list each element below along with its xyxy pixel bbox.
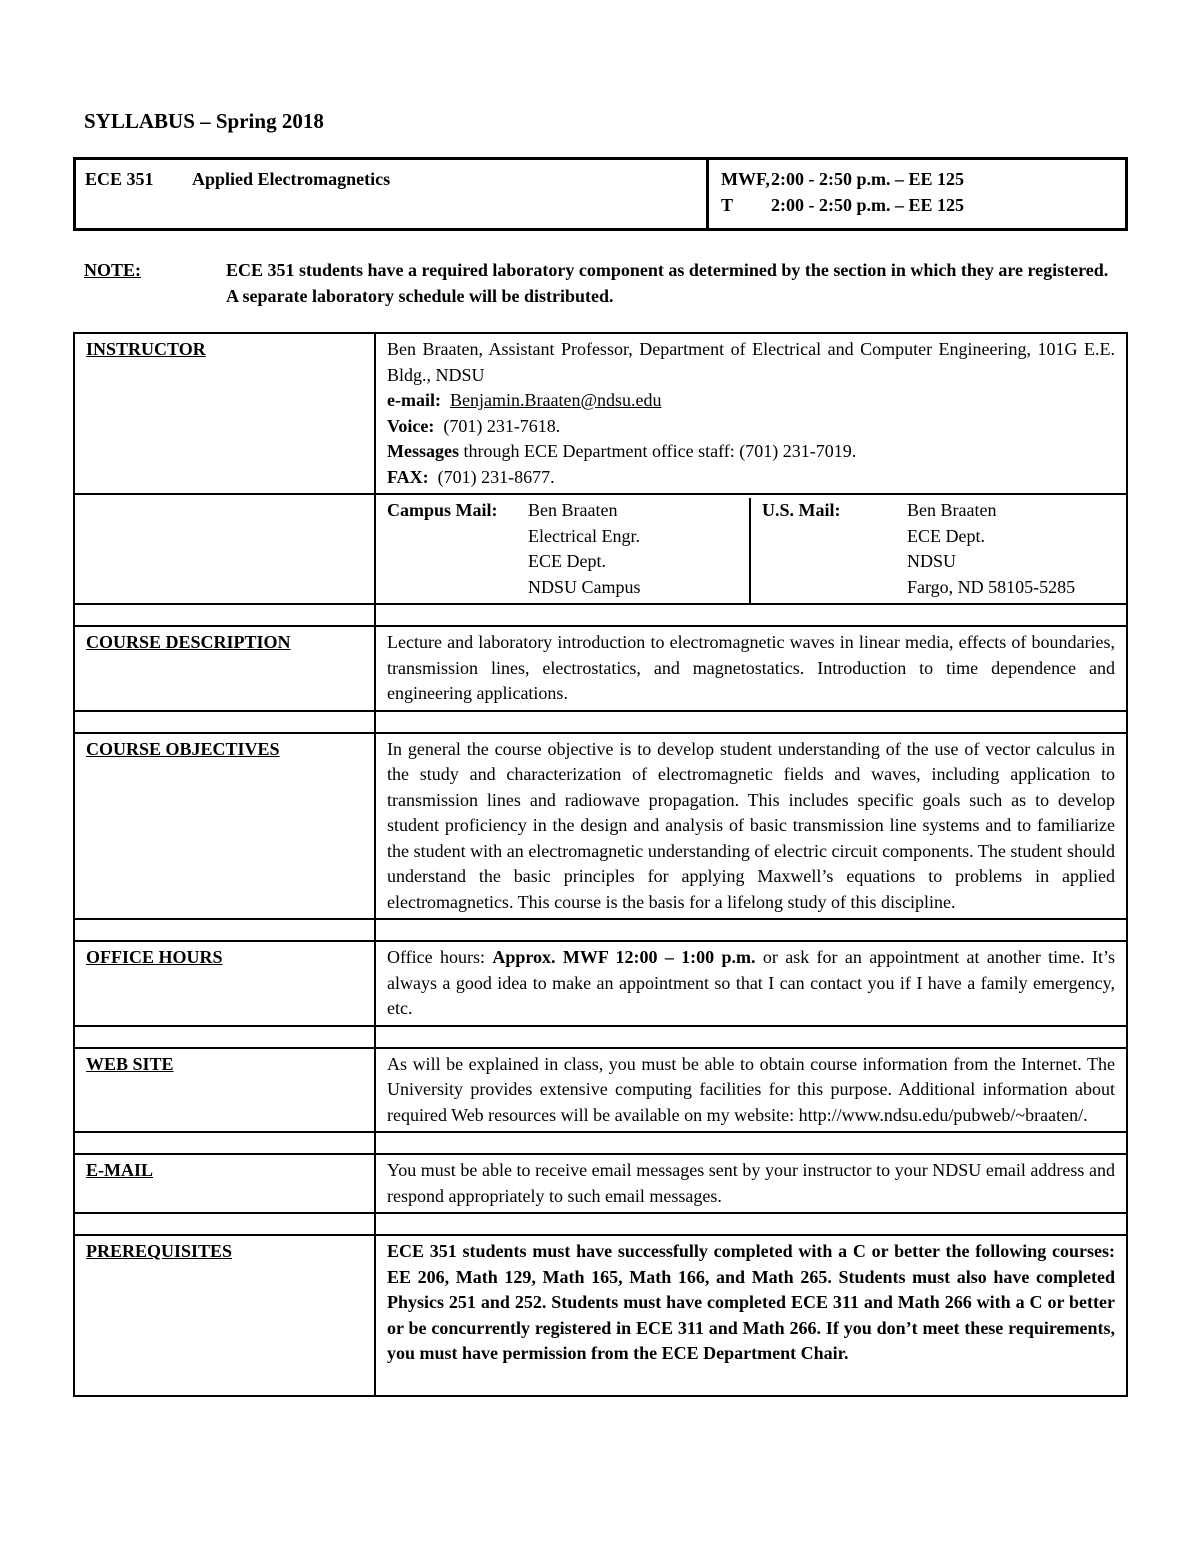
schedule-line-mwf	[721, 167, 964, 193]
spacer-row	[74, 1132, 1127, 1154]
fax-number: (701) 231-8677.	[437, 466, 555, 487]
address-line: Ben Braaten	[528, 500, 618, 520]
lab-note	[84, 258, 1114, 309]
course-description-row	[74, 626, 1127, 711]
instructor-info	[375, 333, 1127, 494]
course-description-text: Lecture and laboratory introduction to electromagnetic waves in linear media, effects of boundaries, transmission lines, electrostatics, and magnetostatics. Introduction to time dependence and engineering applications.	[375, 626, 1127, 711]
instructor-row	[74, 333, 1127, 494]
spacer-row	[74, 919, 1127, 941]
mail-cell	[375, 494, 1127, 604]
office-hours-prefix: Office hours:	[387, 947, 493, 967]
note-text: ECE 351 students have a required laboratory component as determined by the section in which they are registered. A separate laboratory schedule will be distributed.	[226, 260, 1109, 306]
note-label: NOTE:	[84, 260, 142, 280]
address-line: ECE Dept.	[528, 551, 606, 571]
messages-text: through ECE Department office staff: (701) 231-7019.	[463, 441, 857, 461]
instructor-fax-line	[387, 465, 1115, 491]
schedule-time: 2:00 - 2:50 p.m. – EE 125	[771, 194, 964, 215]
page-title: SYLLABUS – Spring 2018	[84, 109, 324, 133]
us-mail	[751, 498, 1126, 603]
course-description-label: COURSE DESCRIPTION	[74, 626, 375, 711]
course-objectives-row	[74, 733, 1127, 920]
web-site-text: As will be explained in class, you must be able to obtain course information from the Internet. The University provides extensive computing facilities for this purpose. Additional information about required Web resources will be available on my website: http://www.ndsu.edu/pubweb/~braaten/.	[375, 1048, 1127, 1133]
office-hours-text	[375, 941, 1127, 1026]
address-line: NDSU	[907, 551, 957, 571]
syllabus-table	[73, 332, 1128, 1397]
spacer-row	[74, 1026, 1127, 1048]
course-objectives-label: COURSE OBJECTIVES	[74, 733, 375, 920]
instructor-email-link[interactable]: Benjamin.Braaten@ndsu.edu	[449, 390, 662, 410]
voice-number: (701) 231-7618.	[443, 415, 561, 436]
us-mail-label: U.S. Mail:	[762, 500, 841, 520]
course-schedule-cell	[709, 160, 964, 228]
mail-row	[74, 494, 1127, 604]
prerequisites-row	[74, 1235, 1127, 1396]
schedule-time: 2:00 - 2:50 p.m. – EE 125	[771, 169, 964, 189]
mail-label-cell	[74, 494, 375, 604]
fax-label: FAX:	[387, 466, 429, 487]
spacer-row	[74, 604, 1127, 626]
schedule-day: T	[721, 194, 734, 215]
address-line: Electrical Engr.	[528, 525, 640, 546]
office-hours-time: Approx. MWF 12:00 – 1:00 p.m.	[492, 947, 756, 967]
prerequisites-label: PREREQUISITES	[74, 1235, 375, 1396]
us-mail-address	[907, 498, 1075, 600]
schedule-day: MWF,	[721, 169, 770, 189]
course-code: ECE 351	[85, 169, 154, 189]
email-label: e-mail:	[387, 390, 441, 410]
spacer-row	[74, 711, 1127, 733]
office-hours-row	[74, 941, 1127, 1026]
campus-mail-address	[528, 498, 641, 600]
messages-label: Messages	[387, 441, 459, 461]
address-line: ECE Dept.	[907, 525, 985, 546]
course-header-box	[73, 157, 1128, 231]
voice-label: Voice:	[387, 415, 435, 436]
address-line: Fargo, ND 58105-5285	[907, 576, 1076, 597]
prerequisites-text: ECE 351 students must have successfully completed with a C or better the following courses: EE 206, Math 129, Math 165, Math 166, and Math 265. Students must also have completed Physics 251 and 252. Students must have completed ECE 311 and Math 266 with a C or better or be concurrently registered in ECE 311 and Math 266. If you don’t meet these requirements, you must have permission from the ECE Department Chair.	[387, 1241, 1115, 1363]
web-site-row	[74, 1048, 1127, 1133]
instructor-name-line: Ben Braaten, Assistant Professor, Department of Electrical and Computer Engineering, 101G E.E. Bldg., NDSU	[387, 339, 1115, 385]
email-section-text: You must be able to receive email messages sent by your instructor to your NDSU email address and respond appropriately to such email messages.	[375, 1154, 1127, 1213]
instructor-email-line	[387, 388, 1115, 414]
course-title-cell	[76, 160, 709, 228]
email-row	[74, 1154, 1127, 1213]
instructor-label: INSTRUCTOR	[74, 333, 375, 494]
course-name: Applied Electromagnetics	[192, 169, 391, 189]
schedule-line-t	[721, 193, 964, 219]
office-hours-suffix: or ask for an appointment at another time. It’s always a good idea to make an appointment so that I can contact you if I have a family emergency, etc.	[387, 947, 1115, 1018]
web-site-label: WEB SITE	[74, 1048, 375, 1133]
email-section-label: E-MAIL	[74, 1154, 375, 1213]
address-line: NDSU Campus	[528, 576, 641, 597]
prerequisites-cell	[375, 1235, 1127, 1396]
office-hours-label: OFFICE HOURS	[74, 941, 375, 1026]
address-line: Ben Braaten	[907, 500, 997, 520]
campus-mail-label: Campus Mail:	[387, 500, 498, 520]
instructor-voice-line	[387, 414, 1115, 440]
campus-mail	[376, 498, 751, 603]
instructor-messages-line	[387, 439, 1115, 465]
spacer-row	[74, 1213, 1127, 1235]
course-objectives-text: In general the course objective is to develop student understanding of the use of vector calculus in the study and characterization of electromagnetic fields and waves, including application to transmission lines and radiowave propagation. This includes specific goals such as to develop student proficiency in the design and analysis of basic transmission line systems and to familiarize the student with an electromagnetic understanding of electric circuit components. The student should understand the basic principles for applying Maxwell’s equations to problems in applied electromagnetics. This course is the basis for a lifelong study of this discipline.	[375, 733, 1127, 920]
